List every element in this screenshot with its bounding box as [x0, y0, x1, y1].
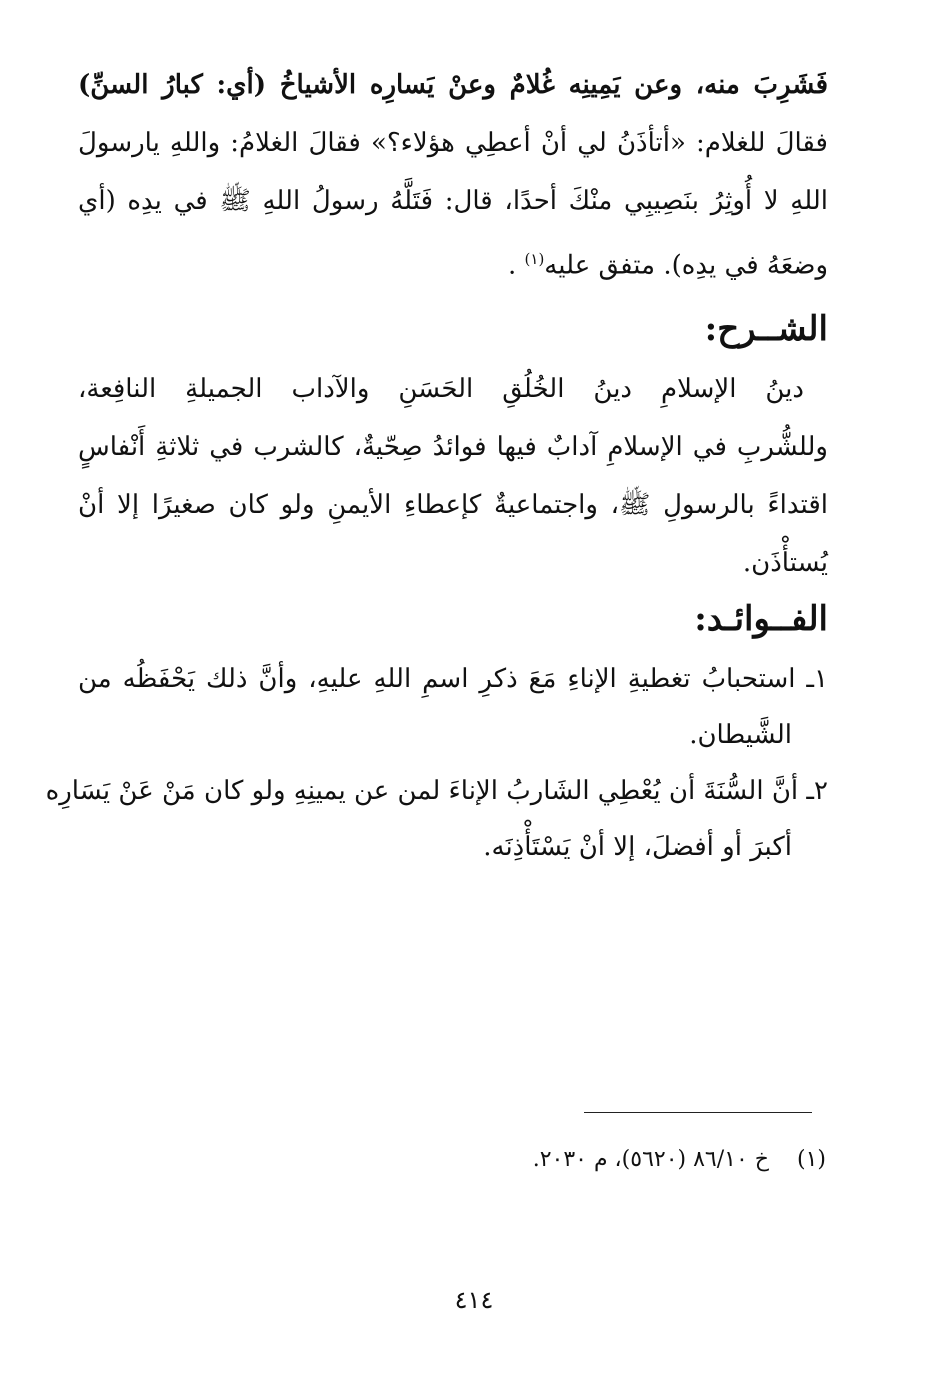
hadith-line-4: وضعَهُ في يدِه). متفق عليه [544, 250, 828, 281]
hadith-line-4-wrap [78, 234, 828, 291]
footnote [533, 1140, 826, 1180]
footnote-separator [584, 1112, 812, 1113]
fawaid-item-2-number: ٢ـ [806, 776, 828, 806]
sharh-line-4: يُستأْذَن. [742, 548, 828, 578]
fawaid-heading: الفــوائـد: [694, 599, 828, 639]
fawaid-item-1-continuation: الشَّيطان. [689, 720, 792, 750]
footnote-marker: (١) [796, 1147, 826, 1172]
fawaid-item-1-number: ١ـ [806, 664, 828, 694]
sharh-line-1: دينُ الإسلامِ دينُ الخُلُقِ الحَسَنِ والآداب الجميلةِ النافِعة، [78, 374, 804, 404]
fawaid-item-2-continuation: أكبرَ أو أفضلَ، إلا أنْ يَسْتَأْذِنَه. [483, 832, 792, 862]
sharh-line-1-wrap [78, 364, 828, 414]
sharh-line-3: اقتداءً بالرسولِ ﷺ، واجتماعيةٌ كإعطاءِ الأيمنِ ولو كان صغيرًا إلا أنْ [78, 490, 828, 520]
fawaid-item-2 [45, 766, 828, 816]
footnote-text: خ ٨٦/١٠ (٥٦٢٠)، م ٢٠٣٠. [532, 1147, 769, 1172]
fawaid-item-1 [78, 654, 828, 704]
hadith-line-3: اللهِ لا أُوثِرُ بنَصِيبِي منْكَ أحدًا، قال: فَتَلَّهُ رسولُ اللهِ ﷺ في يدِه (أي [78, 186, 828, 216]
fawaid-item-1-text: استحبابُ تغطيةِ الإناءِ مَعَ ذكرِ اسمِ اللهِ عليهِ، وأنَّ ذلك يَحْفَظُه من [78, 664, 796, 694]
hadith-line-1: فَشَرِبَ منه، وعن يَمِينِه غُلامٌ وعنْ يَسارِه الأشياخُ (أي: كبارُ السنِّ) [78, 70, 828, 100]
sharh-heading: الشــرح: [704, 309, 828, 349]
hadith-end-period: . [507, 250, 525, 281]
footnote-reference: (١) [524, 250, 545, 268]
hadith-line-2: فقالَ للغلام: «أتأذَنُ لي أنْ أعطِي هؤلاء؟» فقالَ الغلامُ: واللهِ يارسولَ [78, 128, 828, 158]
fawaid-item-2-text: أنَّ السُّنَةَ أن يُعْطِي الشَاربُ الإناءَ لمن عن يمينِهِ ولو كان مَنْ عَنْ يَسَارِه [45, 776, 799, 806]
sharh-line-2: وللشُّربِ في الإسلامِ آدابٌ فيها فوائدُ صِحّيةٌ، كالشرب في ثلاثةِ أَنْفاسٍ [78, 432, 828, 462]
page-number: ٤١٤ [454, 1286, 494, 1314]
